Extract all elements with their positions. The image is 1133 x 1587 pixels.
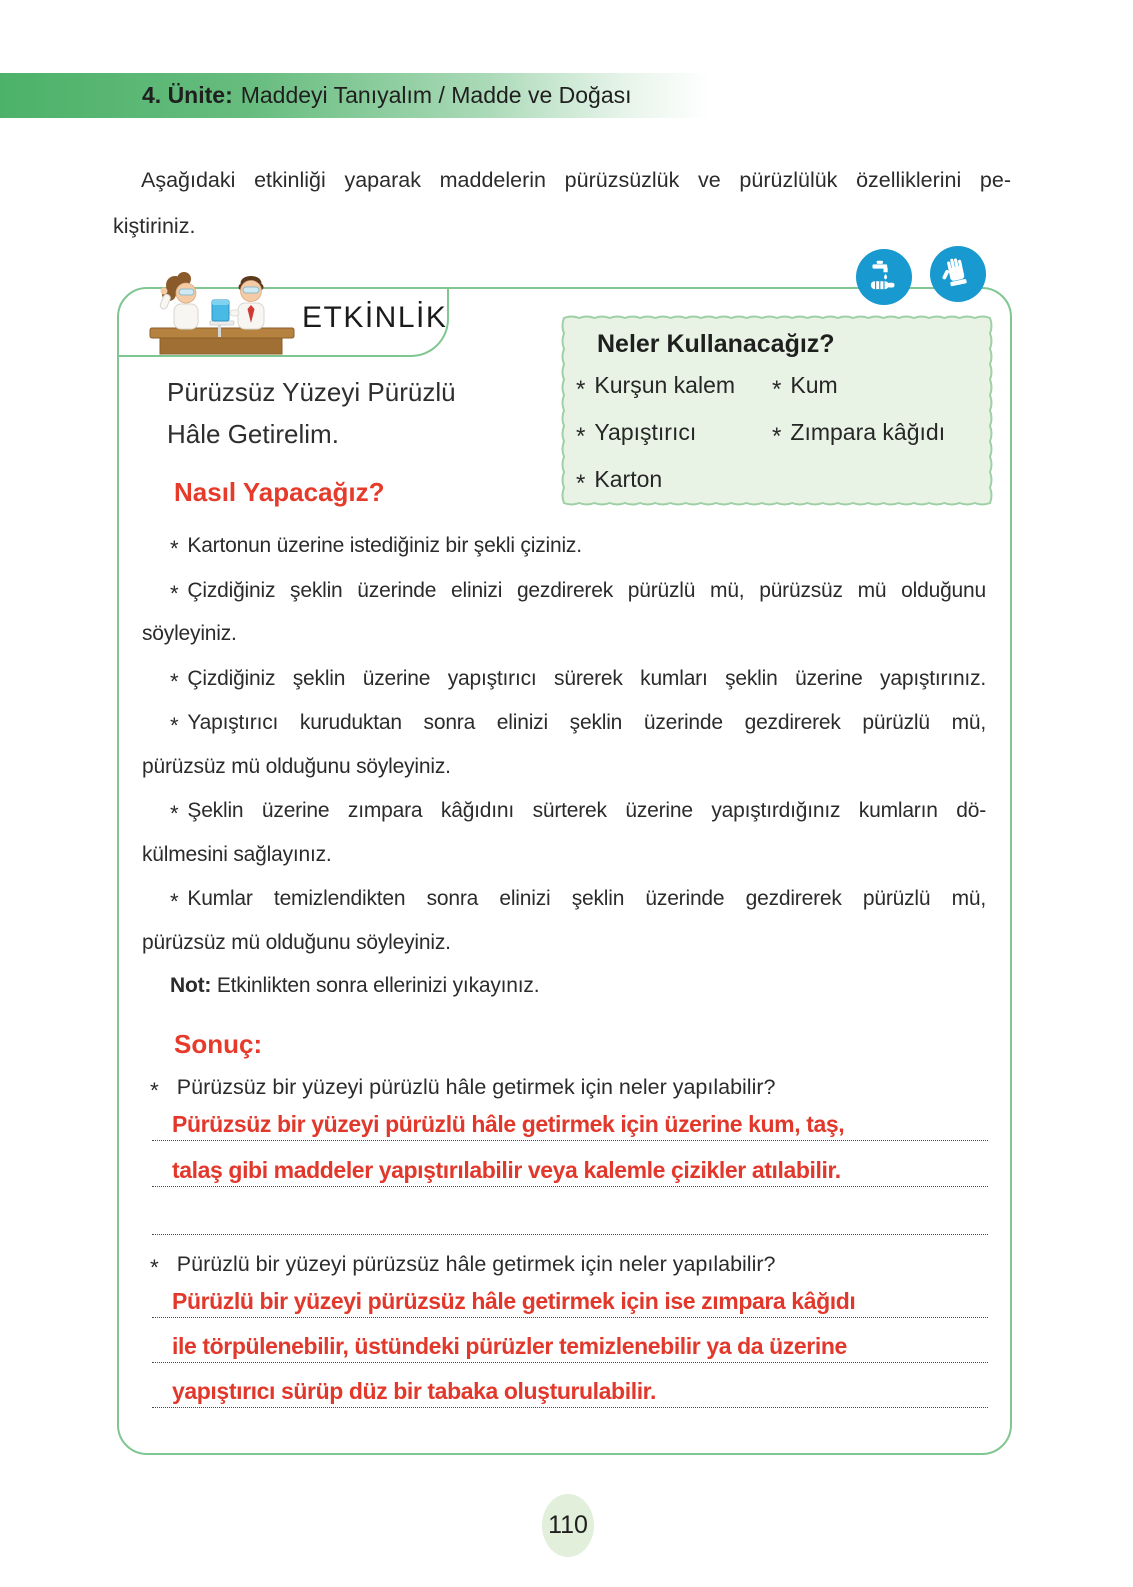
unit-title: Maddeyi Tanıyalım / Madde ve Doğası: [240, 82, 632, 108]
asterisk-bullet: *: [150, 1078, 159, 1103]
how-to-heading: Nasıl Yapacağız?: [174, 477, 385, 507]
step-item-continuation: pürüzsüz mü olduğunu söyleyiniz.: [142, 930, 451, 954]
material-item: * Yapıştırıcı: [576, 419, 697, 450]
question-2: * Pürüzlü bir yüzeyi pürüzsüz hâle getirmek için neler yapılabilir?: [150, 1252, 776, 1280]
wash-hands-icon: [856, 249, 912, 305]
asterisk-bullet: *: [576, 470, 586, 497]
asterisk-bullet: *: [772, 423, 782, 450]
step-item: * Kartonun üzerine istediğiniz bir şekli çiziniz.: [170, 534, 582, 561]
step-item: * Kumlar temizlendikten sonra elinizi şeklin üzerinde gezdirerek pürüzlü mü,: [170, 887, 986, 914]
activity-title: Pürüzsüz Yüzeyi Pürüzlü Hâle Getirelim.: [167, 377, 456, 449]
page-number: 110: [542, 1494, 594, 1557]
asterisk-bullet: *: [772, 376, 782, 403]
dotted-writing-line: [152, 1234, 988, 1235]
note-label: Not:: [170, 974, 212, 997]
wear-gloves-icon: [930, 246, 986, 302]
step-item: * Çizdiğiniz şeklin üzerinde elinizi gezdirerek pürüzlü mü, pürüzsüz mü olduğunu: [170, 578, 986, 606]
step-item: * Çizdiğiniz şeklin üzerine yapıştırıcı sürerek kumları şeklin üzerine yapıştırınız.: [170, 666, 986, 694]
step-item: * Yapıştırıcı kuruduktan sonra elinizi şeklin üzerinde gezdirerek pürüzlü mü,: [170, 711, 986, 738]
material-item: * Zımpara kâğıdı: [772, 419, 946, 450]
materials-box: [560, 314, 994, 507]
material-item: * Karton: [576, 466, 663, 497]
step-item-continuation: pürüzsüz mü olduğunu söyleyiniz.: [142, 754, 451, 778]
step-item-continuation: külmesini sağlayınız.: [142, 842, 332, 866]
asterisk-bullet: *: [576, 423, 586, 450]
answer-line: Pürüzsüz bir yüzeyi pürüzlü hâle getirmek için üzerine kum, taş,: [152, 1095, 988, 1141]
steps-list: [119, 523, 1010, 1008]
note-line: [142, 964, 986, 1008]
unit-header-bar: [0, 73, 710, 118]
intro-line-1: Aşağıdaki etkinliği yaparak maddelerin pürüzsüzlük ve pürüzlülük özelliklerini pe-: [141, 168, 1011, 192]
answer-line: yapıştırıcı sürüp düz bir tabaka oluşturulabilir.: [152, 1363, 988, 1408]
step-item-continuation: söyleyiniz.: [142, 622, 237, 645]
answer-line: talaş gibi maddeler yapıştırılabilir veya kalemle çizikler atılabilir.: [152, 1141, 988, 1187]
activity-box: [117, 287, 1012, 1455]
intro-line-2: kiştiriniz.: [113, 214, 196, 238]
materials-title: Neler Kullanacağız?: [597, 330, 835, 358]
material-item: * Kum: [772, 372, 838, 403]
unit-label: 4. Ünite:: [142, 82, 233, 108]
answer-line: Pürüzlü bir yüzeyi pürüzsüz hâle getirmek için ise zımpara kâğıdı: [152, 1273, 988, 1318]
kids-experiment-illustration: [146, 264, 298, 366]
asterisk-bullet: *: [150, 1255, 159, 1280]
answer-1: [152, 1095, 988, 1187]
answer-2: [152, 1273, 988, 1408]
question-1: * Pürüzsüz bir yüzeyi pürüzlü hâle getirmek için neler yapılabilir?: [150, 1075, 776, 1103]
intro-paragraph: [113, 157, 1011, 249]
asterisk-bullet: *: [576, 376, 586, 403]
step-item: * Şeklin üzerine zımpara kâğıdını sürterek üzerine yapıştırdığınız kumların dö-: [170, 799, 986, 826]
answer-line: ile törpülenebilir, üstündeki pürüzler temizlenebilir ya da üzerine: [152, 1318, 988, 1363]
note-text: Etkinlikten sonra ellerinizi yıkayınız.: [216, 974, 540, 997]
material-item: * Kurşun kalem: [576, 372, 736, 403]
activity-tab-label: ETKİNLİK: [302, 301, 448, 334]
result-heading: Sonuç:: [174, 1029, 263, 1059]
